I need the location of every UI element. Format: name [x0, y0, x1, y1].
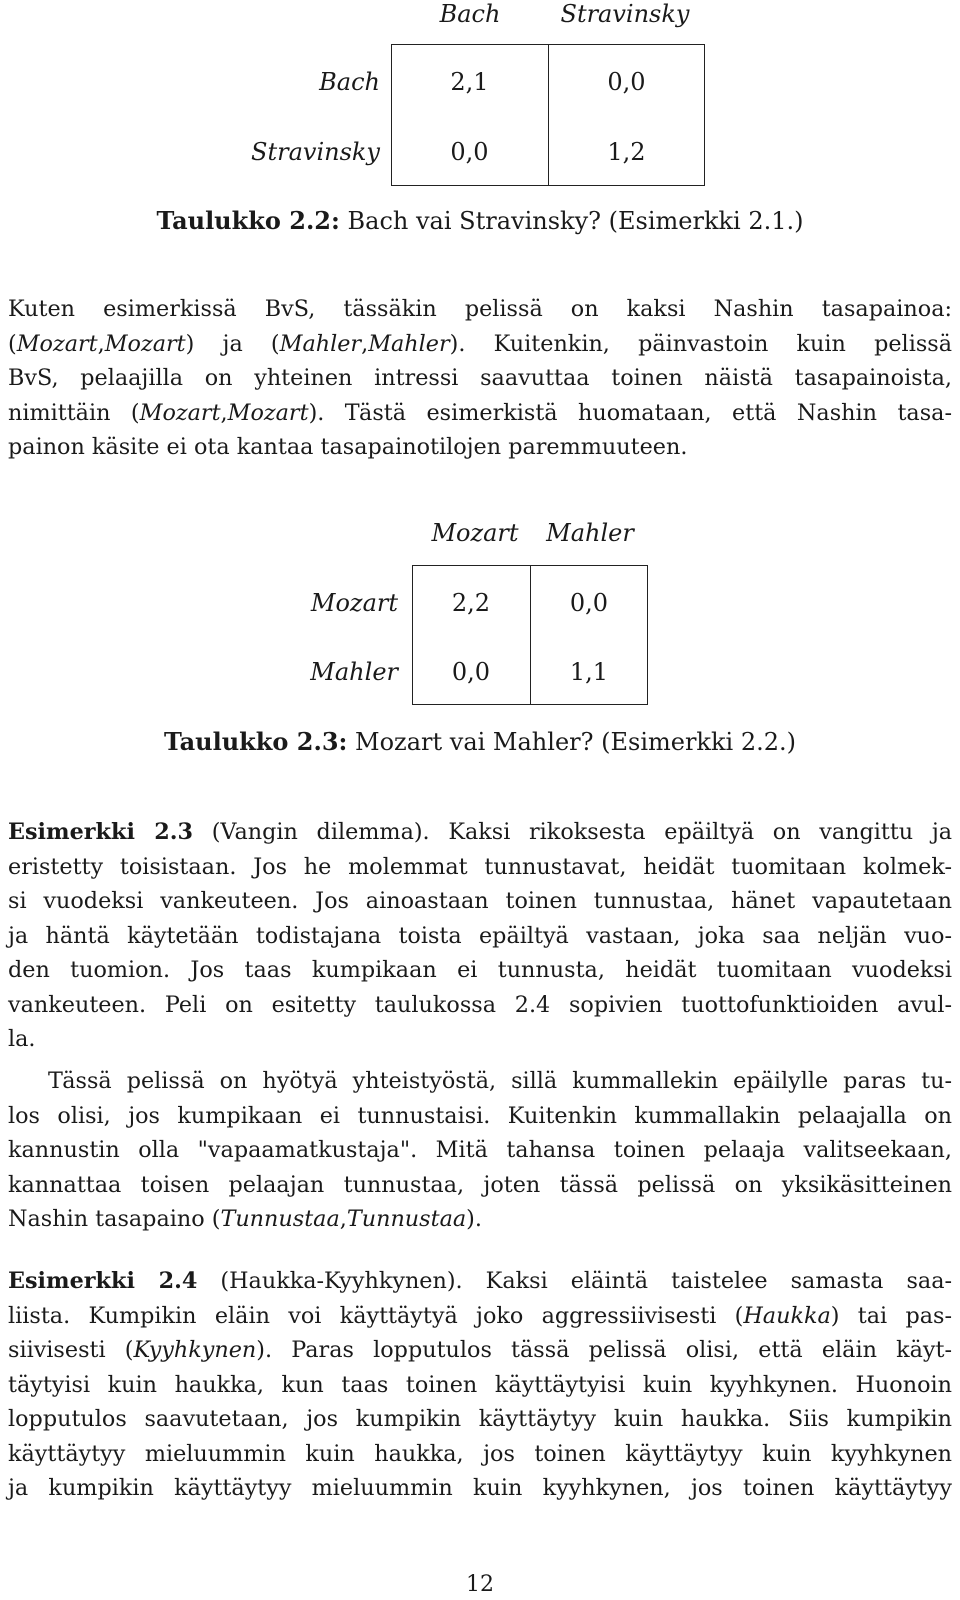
- caption-text: Bach vai Stravinsky? (Esimerkki 2.1.): [347, 207, 804, 235]
- text-line: painon käsite ei ota kantaa tasapainotilojen paremmuuteen.: [8, 434, 688, 460]
- text-line: Esimerkki 2.4 (Haukka-Kyyhkynen). Kaksi eläintä taistelee samasta saa-: [8, 1268, 953, 1294]
- caption-label: Taulukko 2.2:: [156, 206, 340, 235]
- column-header-mahler: Mahler: [546, 519, 634, 547]
- row-label-stravinsky: Stravinsky: [251, 138, 380, 166]
- text-line: lopputulos saavutetaan, jos kumpikin käyttäytyy kuin haukka. Siis kumpikin: [8, 1406, 952, 1432]
- body-paragraph: [8, 292, 952, 465]
- row-label-mozart: Mozart: [310, 589, 398, 617]
- text-line: kannattaa toisen pelaajan tunnustaa, joten tässä pelissä on yksikäsitteinen: [8, 1171, 952, 1198]
- text-line: nimittäin (Mozart,Mozart). Tästä esimerkistä huomataan, että Nashin tasa-: [8, 399, 952, 426]
- table-caption: [0, 727, 960, 756]
- body-paragraph: [8, 1064, 952, 1237]
- example-title: (Vangin dilemma).: [211, 819, 430, 845]
- text-line: Kuten esimerkissä BvS, tässäkin pelissä on kaksi Nashin tasapainoa:: [8, 296, 952, 322]
- text-line: Esimerkki 2.3 (Vangin dilemma). Kaksi rikoksesta epäiltyä on vangittu ja: [8, 819, 953, 845]
- column-header-stravinsky: Stravinsky: [560, 0, 690, 28]
- payoff-cell: 0,0: [607, 68, 646, 96]
- caption-label: Taulukko 2.3:: [164, 727, 348, 756]
- payoff-cell: 0,0: [451, 658, 491, 686]
- payoff-cell: 2,1: [450, 68, 489, 96]
- page-number: 12: [466, 1572, 494, 1597]
- text-line: ja häntä käytetään todistajana toista epäiltyä vastaan, joka saa neljän vuo-: [8, 922, 952, 949]
- text-line: täytyisi kuin haukka, kun taas toinen käyttäytyisi kuin kyyhkynen. Huonoin: [8, 1371, 952, 1398]
- text-line: ja kumpikin käyttäytyy mieluummin kuin kyyhkynen, jos toinen käyttäytyy: [8, 1475, 952, 1501]
- payoff-cell: 0,0: [569, 589, 609, 617]
- payoff-cell: 1,2: [607, 138, 646, 166]
- text-line: (Mozart,Mozart) ja (Mahler,Mahler). Kuitenkin, päinvastoin kuin pelissä: [8, 330, 952, 357]
- column-header-mozart: Mozart: [431, 519, 519, 547]
- example-2-4: [8, 1264, 952, 1506]
- table-caption: [0, 206, 960, 235]
- text-line: käyttäytyy mieluummin kuin haukka, jos toinen käyttäytyy kuin kyyhkynen: [8, 1440, 952, 1467]
- text-line: vankeuteen. Peli on esitetty taulukossa 2.4 sopivien tuottofunktioiden avul-: [8, 991, 952, 1018]
- text-line: kannustin olla "vapaamatkustaja". Mitä tahansa toinen pelaaja valitseekaan,: [8, 1137, 952, 1163]
- column-header-bach: Bach: [439, 0, 501, 28]
- text-line: siivisesti (Kyyhkynen). Paras lopputulos tässä pelissä olisi, että eläin käyt-: [8, 1337, 953, 1363]
- text-line: eristetty toisistaan. Jos he molemmat tunnustavat, heidät tuomitaan kolmek-: [8, 853, 952, 880]
- caption-text: Mozart vai Mahler? (Esimerkki 2.2.): [355, 728, 796, 756]
- text-line: la.: [8, 1026, 36, 1052]
- text-line: Tässä pelissä on hyötyä yhteistyöstä, sillä kummallekin epäilylle paras tu-: [48, 1068, 952, 1094]
- example-label: Esimerkki 2.4: [8, 1268, 198, 1294]
- text-line: si vuodeksi vankeuteen. Jos ainoastaan toinen tunnustaa, hänet vapautetaan: [8, 888, 952, 914]
- row-label-bach: Bach: [319, 68, 380, 96]
- payoff-cell: 2,2: [451, 589, 491, 617]
- text-line: den tuomion. Jos taas kumpikaan ei tunnusta, heidät tuomitaan vuodeksi: [8, 957, 952, 983]
- example-2-3: [8, 815, 952, 1057]
- text-line: los olisi, jos kumpikaan ei tunnustaisi. Kuitenkin kummallakin pelaajalla on: [8, 1102, 952, 1129]
- row-label-mahler: Mahler: [310, 658, 398, 686]
- payoff-cell: 0,0: [450, 138, 489, 166]
- text-line: liista. Kumpikin eläin voi käyttäytyä joko aggressiivisesti (Haukka) tai pas-: [8, 1302, 952, 1329]
- text-line: BvS, pelaajilla on yhteinen intressi saavuttaa toinen näistä tasapainoista,: [8, 365, 952, 391]
- text-line: Nashin tasapaino (Tunnustaa,Tunnustaa).: [8, 1206, 482, 1232]
- example-title: (Haukka-Kyyhkynen).: [220, 1268, 463, 1294]
- example-label: Esimerkki 2.3: [8, 819, 194, 845]
- payoff-cell: 1,1: [569, 658, 609, 686]
